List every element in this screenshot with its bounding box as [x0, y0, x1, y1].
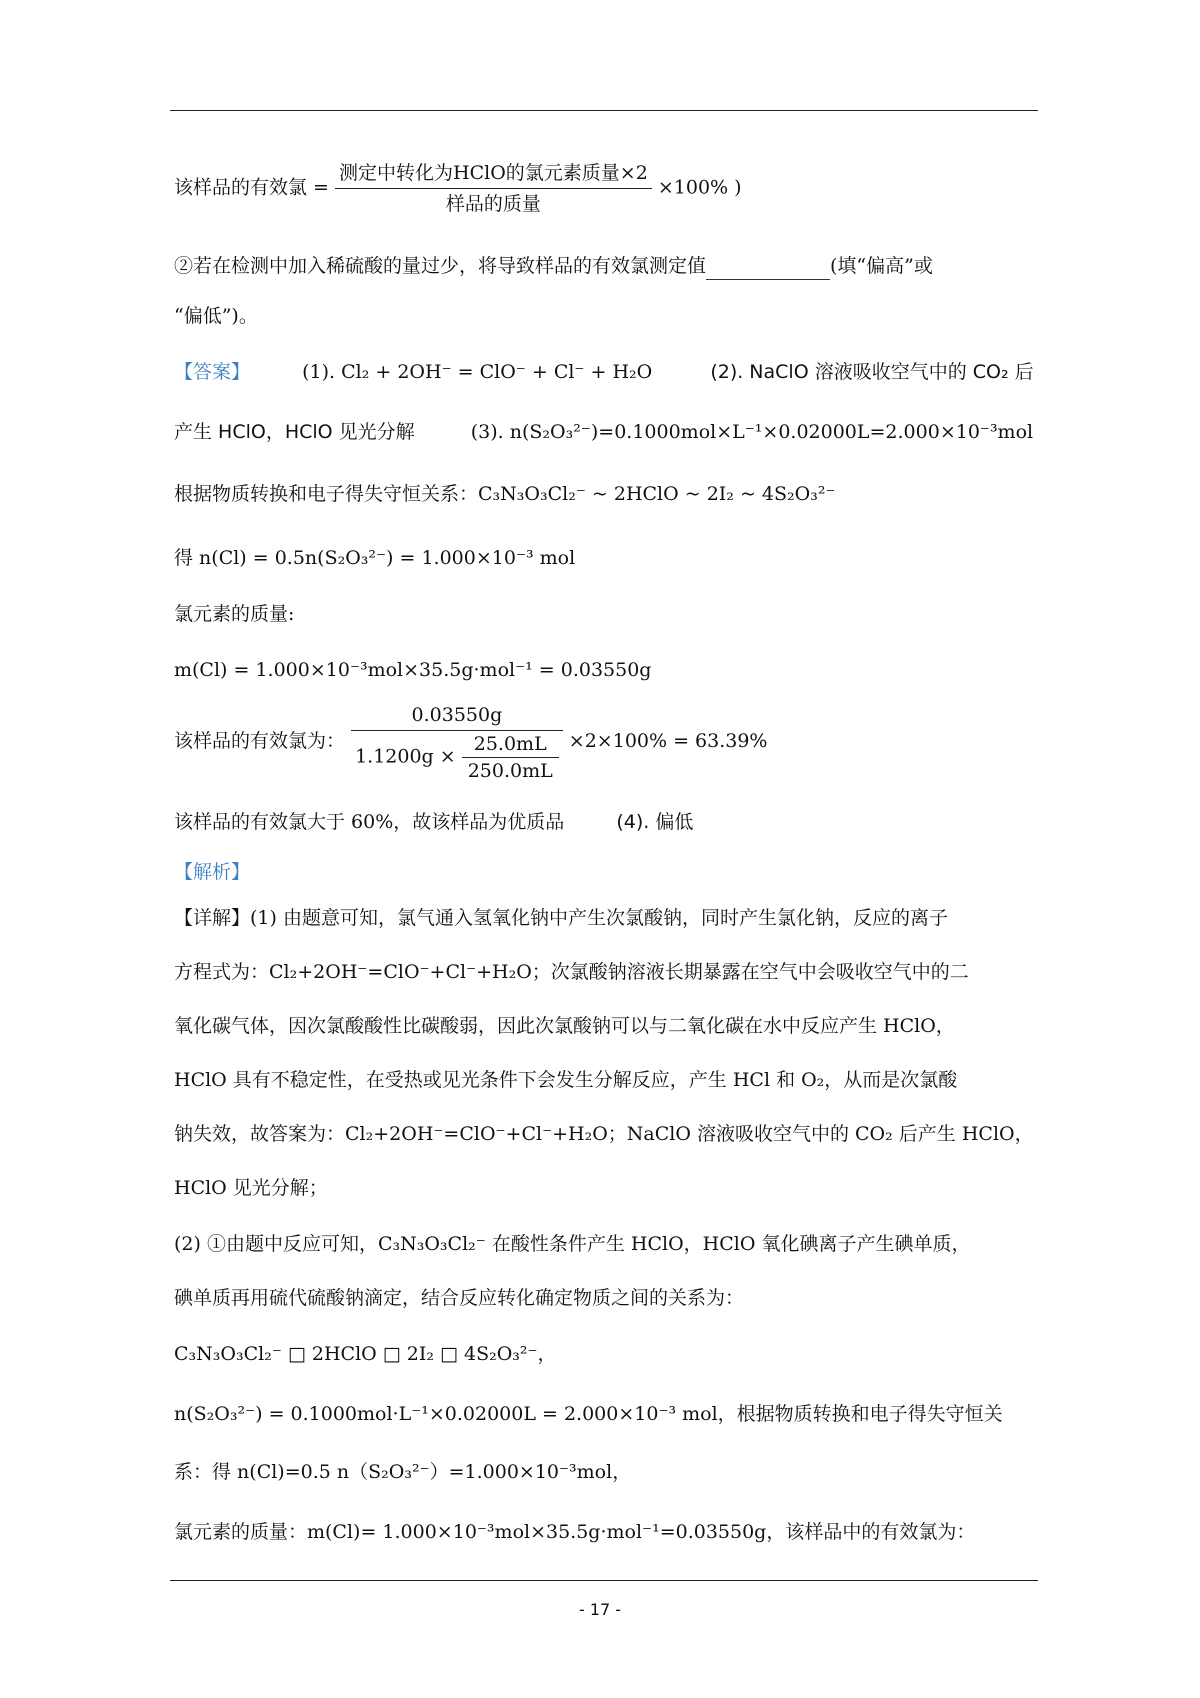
answer-line-2a: 产生 HClO，HClO 见光分解	[174, 421, 415, 443]
formula-suffix: ×100% )	[657, 176, 742, 199]
analysis-line: (2) ①由题中反应可知，C₃N₃O₃Cl₂⁻ 在酸性条件产生 HClO，HClO 氧化碘离子产生碘单质，	[174, 1233, 971, 1255]
volume-ratio	[462, 731, 559, 784]
formula-prefix: 该样品的有效氯 =	[174, 176, 329, 199]
volume-denominator: 250.0mL	[467, 760, 553, 782]
answer-line-6: m(Cl) = 1.000×10⁻³mol×35.5g·mol⁻¹ = 0.03550g	[174, 659, 652, 681]
footer-rule	[170, 1580, 1038, 1581]
answer-part-4: (4). 偏低	[616, 811, 694, 833]
answer-tag: 【答案】	[174, 361, 251, 383]
answer-part-1: (1). Cl₂ + 2OH⁻ = ClO⁻ + Cl⁻ + H₂O	[302, 361, 653, 383]
answer-line-3: 根据物质转换和电子得失守恒关系：C₃N₃O₃Cl₂⁻ ~ 2HClO ~ 2I₂ ~ 4S₂O₃²⁻	[174, 483, 836, 505]
formula-numerator: 测定中转化为HClO的氯元素质量×2	[335, 158, 652, 189]
effective-chlorine-result-formula	[174, 700, 768, 784]
answer-line-1	[174, 358, 1038, 386]
question-2-line-2: “偏低”)。	[174, 305, 258, 327]
answer-line-7	[174, 808, 1038, 836]
result-suffix: ×2×100% = 63.39%	[568, 730, 768, 752]
analysis-line: 碘单质再用硫代硫酸钠滴定，结合反应转化确定物质之间的关系为：	[174, 1287, 745, 1309]
answer-part-3: (3). n(S₂O₃²⁻)=0.1000mol×L⁻¹×0.02000L=2.000×10⁻³mol	[470, 421, 1034, 443]
question-text: ②若在检测中加入稀硫酸的量过少，将导致样品的有效氯测定值	[174, 255, 707, 277]
answer-line-2	[174, 418, 1038, 446]
analysis-line: C₃N₃O₃Cl₂⁻ □ 2HClO □ 2I₂ □ 4S₂O₃²⁻，	[174, 1343, 557, 1365]
result-numerator: 0.03550g	[351, 700, 563, 731]
analysis-line: 【详解】(1) 由题意可知，氯气通入氢氧化钠中产生次氯酸钠，同时产生氯化钠，反应的离子	[174, 907, 948, 929]
answer-line-5: 氯元素的质量:	[174, 603, 295, 625]
result-fraction	[351, 700, 563, 784]
page-number: - 17 -	[578, 1600, 622, 1619]
answer-line-4: 得 n(Cl) = 0.5n(S₂O₃²⁻) = 1.000×10⁻³ mol	[174, 547, 576, 569]
answer-line-7a: 该样品的有效氯大于 60%，故该样品为优质品	[174, 811, 565, 833]
analysis-line: 系：得 n(Cl)=0.5 n（S₂O₃²⁻）=1.000×10⁻³mol，	[174, 1461, 632, 1483]
question-2-line-1	[174, 252, 1038, 280]
analysis-line: HClO 具有不稳定性，在受热或见光条件下会发生分解反应，产生 HCl 和 O₂，从而是次氯酸	[174, 1069, 958, 1091]
result-prefix: 该样品的有效氯为：	[174, 730, 346, 752]
analysis-line: n(S₂O₃²⁻) = 0.1000mol·L⁻¹×0.02000L = 2.000×10⁻³ mol，根据物质转换和电子得失守恒关	[174, 1403, 1003, 1425]
analysis-line: 钠失效，故答案为：Cl₂+2OH⁻=ClO⁻+Cl⁻+H₂O；NaClO 溶液吸收空气中的 CO₂ 后产生 HClO，	[174, 1123, 1034, 1145]
formula-denominator: 样品的质量	[445, 193, 541, 215]
header-rule	[170, 110, 1038, 111]
analysis-tag: 【解析】	[174, 861, 251, 883]
formula-fraction	[335, 158, 652, 219]
analysis-line: 氯元素的质量：m(Cl)= 1.000×10⁻³mol×35.5g·mol⁻¹=0.03550g，该样品中的有效氯为：	[174, 1521, 976, 1543]
effective-chlorine-formula	[174, 158, 742, 219]
answer-blank	[706, 259, 830, 280]
analysis-line: HClO 见光分解；	[174, 1177, 328, 1199]
question-text-end: (填“偏高”或	[830, 255, 933, 277]
analysis-line: 氧化碳气体，因次氯酸酸性比碳酸弱，因此次氯酸钠可以与二氧化碳在水中反应产生 HClO，	[174, 1015, 955, 1037]
answer-part-2: (2). NaClO 溶液吸收空气中的 CO₂ 后	[710, 361, 1034, 383]
volume-numerator: 25.0mL	[462, 731, 559, 758]
result-denominator	[351, 731, 563, 784]
analysis-line: 方程式为：Cl₂+2OH⁻=ClO⁻+Cl⁻+H₂O；次氯酸钠溶液长期暴露在空气中会吸收空气中的二	[174, 961, 969, 983]
result-den-prefix: 1.1200g ×	[355, 745, 456, 768]
